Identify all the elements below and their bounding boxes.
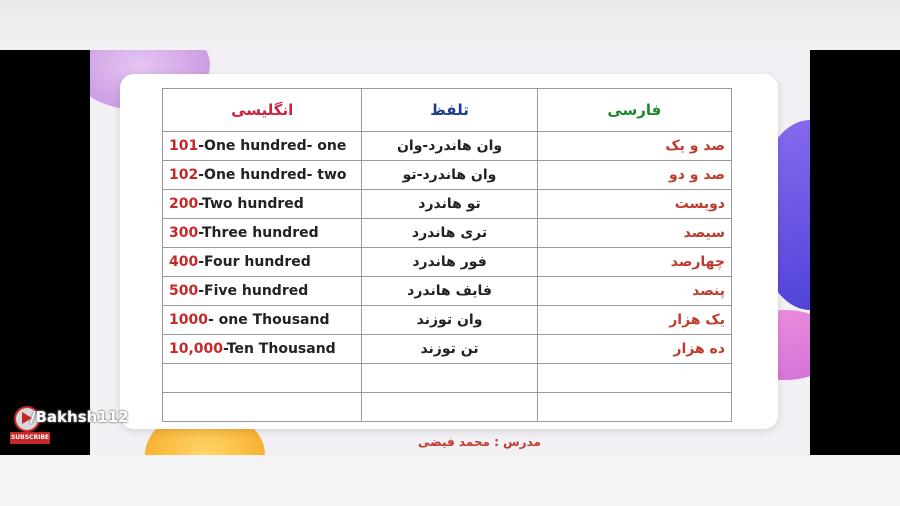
right-black-bar [810, 50, 900, 455]
english-cell [163, 248, 362, 277]
table-row-empty [163, 364, 732, 393]
pronunciation-cell: وان هاندرد-تو [362, 161, 537, 190]
empty-cell [537, 364, 731, 393]
table-row [163, 306, 732, 335]
channel-handle: /Bakhsh112 [30, 408, 129, 426]
english-words: -Five hundred [198, 283, 309, 299]
farsi-cell: صد و دو [537, 161, 731, 190]
number-label: 102 [169, 167, 199, 183]
number-label: 1000 [169, 312, 208, 328]
subscribe-label: SUBSCRIBE [10, 432, 50, 444]
pronunciation-cell: وان هاندرد-وان [362, 132, 537, 161]
table-row [163, 335, 732, 364]
table-row [163, 248, 732, 277]
table-header-row [163, 89, 732, 132]
table-row-empty [163, 393, 732, 422]
farsi-cell: ده هزار [537, 335, 731, 364]
english-words: -Four hundred [198, 254, 311, 270]
table-row [163, 219, 732, 248]
empty-cell [163, 364, 362, 393]
table-row [163, 161, 732, 190]
english-words: - one Thousand [207, 312, 330, 328]
number-label: 500 [169, 283, 199, 299]
table-row [163, 277, 732, 306]
english-words: -Three hundred [198, 225, 319, 241]
left-black-bar [0, 50, 90, 455]
bottom-letterbox [0, 455, 900, 506]
number-label: 10,000 [169, 341, 224, 357]
empty-cell [362, 393, 537, 422]
number-label: 200 [169, 196, 199, 212]
pronunciation-cell: فایف هاندرد [362, 277, 537, 306]
pronunciation-cell: فور هاندرد [362, 248, 537, 277]
pronunciation-cell: تری هاندرد [362, 219, 537, 248]
english-cell [163, 161, 362, 190]
english-words: -One hundred- one [198, 138, 347, 154]
pronunciation-cell: تو هاندرد [362, 190, 537, 219]
numbers-table [162, 88, 732, 422]
video-slide [90, 50, 810, 455]
empty-cell [537, 393, 731, 422]
english-cell [163, 277, 362, 306]
number-label: 101 [169, 138, 199, 154]
top-letterbox [0, 0, 900, 50]
header-farsi: فارسی [537, 89, 731, 132]
teacher-caption: مدرس : محمد فیضی [418, 435, 541, 449]
header-pronunciation: تلفظ [362, 89, 537, 132]
english-words: -Ten Thousand [223, 341, 336, 357]
empty-cell [163, 393, 362, 422]
number-label: 400 [169, 254, 199, 270]
number-label: 300 [169, 225, 199, 241]
table-row [163, 132, 732, 161]
farsi-cell: سیصد [537, 219, 731, 248]
english-cell [163, 306, 362, 335]
english-words: -One hundred- two [198, 167, 347, 183]
header-english: انگلیسی [163, 89, 362, 132]
empty-cell [362, 364, 537, 393]
table-row [163, 190, 732, 219]
pronunciation-cell: تن توزند [362, 335, 537, 364]
farsi-cell: پنصد [537, 277, 731, 306]
farsi-cell: یک هزار [537, 306, 731, 335]
pronunciation-cell: وان توزند [362, 306, 537, 335]
english-cell [163, 335, 362, 364]
english-cell [163, 132, 362, 161]
english-cell [163, 219, 362, 248]
farsi-cell: صد و یک [537, 132, 731, 161]
farsi-cell: چهارصد [537, 248, 731, 277]
english-words: -Two hundred [198, 196, 304, 212]
table-card [120, 74, 778, 429]
farsi-cell: دویست [537, 190, 731, 219]
english-cell [163, 190, 362, 219]
